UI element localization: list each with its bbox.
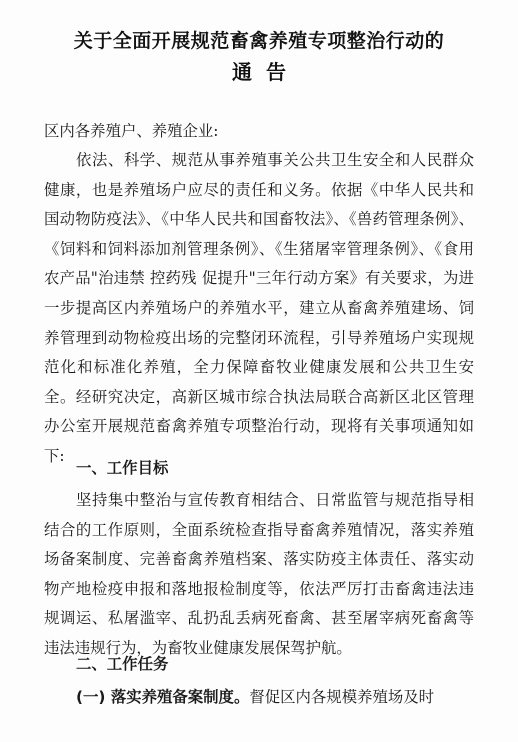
paragraph-intro: 依法、科学、规范从事养殖事关公共卫生安全和人民群众健康，也是养殖场户应尽的责任和义务。依据《中华人民共和国动物防疫法》、《中华人民共和国畜牧法》、《兽药管理条例》、《饲料和饲料添加剂管理条例》、《生猪屠宰管理条例》、《食用农产品"治违禁 控药残 促提升"三年行动方案》有关要求，为进一步提高区内养殖场户的养殖水平，建立从畜禽养殖建场、饲养管理到动物检疫出场的完整闭环流程，引导养殖场户实现规范化和标准化养殖，全力保障畜牧业健康发展和公共卫生安全。经研究决定，高新区城市综合执法局联合高新区北区管理办公室开展规范畜禽养殖专项整治行动，现将有关事项通知如下: — [44, 151, 474, 465]
task-item-1-text: 督促区内各规模养殖场及时 — [249, 688, 435, 706]
notice-title-line2: 通告 — [232, 60, 300, 84]
salutation: 区内各养殖户、养殖企业: — [44, 122, 219, 140]
task-item-1-label: (一) 落实养殖备案制度。 — [76, 688, 250, 706]
notice-title-line1: 关于全面开展规范畜禽养殖专项整治行动的 — [73, 30, 445, 52]
task-item-1 — [76, 683, 476, 713]
section-heading-goals: 一、工作目标 — [76, 459, 169, 477]
section-heading-tasks: 二、工作任务 — [76, 655, 169, 673]
paragraph-goals: 坚持集中整治与宣传教育相结合、日常监管与规范指导相结合的工作原则，全面系统检查指导畜禽养殖情况，落实养殖场备案制度、完善畜禽养殖档案、落实防疫主体责任、落实动物产地检疫申报和落地报检制度等，依法严厉打击畜禽违法违规调运、私屠滥宰、乱扔乱丢病死畜禽、甚至屠宰病死畜禽等违法违规行为，为畜牧业健康发展保驾护航。 — [44, 491, 474, 657]
